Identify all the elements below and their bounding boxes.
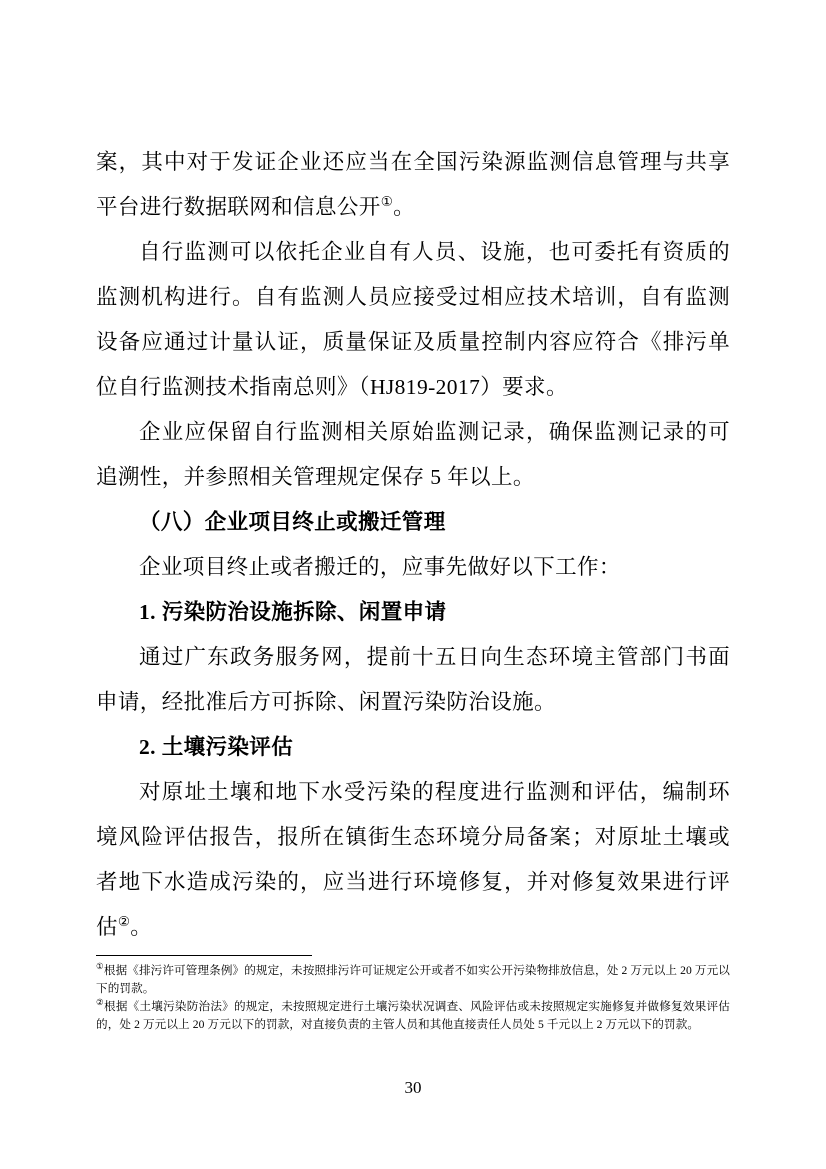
footnote-area [96,955,730,1034]
paragraph-termination-intro: 企业项目终止或者搬迁的，应事先做好以下工作： [139,555,621,579]
footnote-item-2 [96,998,730,1033]
subsection-heading-2: 2. 土壤污染评估 [139,735,294,759]
paragraph-continued [96,140,730,230]
page-number: 30 [404,1078,422,1097]
document-body [96,140,730,950]
footnote-marker-2: ② [96,997,105,1008]
footnote-separator [96,955,312,956]
footnote-text-1: 根据《排污许可管理条例》的规定，未按照排污许可证规定公开或者不如实公开污染物排放信息，处 2 万元以上 20 万元以下的罚款。 [96,964,730,995]
paragraph-application-process: 通过广东政务服务网，提前十五日向生态环境主管部门书面申请，经批准后方可拆除、闲置污染防治设施。 [96,645,730,714]
paragraph-records-retention: 企业应保留自行监测相关原始监测记录，确保监测记录的可追溯性，并参照相关管理规定保存 5 年以上。 [96,420,730,489]
footnote-ref-2: ② [117,913,131,929]
paragraph-self-monitoring: 自行监测可以依托企业自有人员、设施，也可委托有资质的监测机构进行。自有监测人员应接受过相应技术培训，自有监测设备应通过计量认证，质量保证及质量控制内容应符合《排污单位自行监测技术指南总则》（HJ819-2017）要求。 [96,240,730,399]
subsection-heading-1: 1. 污染防治设施拆除、闲置申请 [139,600,447,624]
footnote-ref-1: ① [380,193,394,209]
section-heading-eight: （八）企业项目终止或搬迁管理 [139,510,446,534]
footnote-text-2: 根据《土壤污染防治法》的规定，未按照规定进行土壤污染状况调查、风险评估或未按照规定实施修复并做修复效果评估的，处 2 万元以上 20 万元以下的罚款，对直接负责的主管人员和其他直接责任人员处 5 千元以上 2 万元以下的罚款。 [96,1000,730,1031]
paragraph-text-tail: 。 [130,915,153,939]
paragraph-text: 案，其中对于发证企业还应当在全国污染源监测信息管理与共享平台进行数据联网和信息公开 [96,150,730,219]
footnote-item-1 [96,962,730,997]
paragraph-text-tail: 。 [393,195,415,219]
paragraph-soil-assessment [96,770,730,950]
paragraph-text: 对原址土壤和地下水受污染的程度进行监测和评估，编制环境风险评估报告，报所在镇街生态环境分局备案；对原址土壤或者地下水造成污染的，应当进行环境修复，并对修复效果进行评估 [96,780,730,939]
footnote-marker-1: ① [96,961,104,972]
